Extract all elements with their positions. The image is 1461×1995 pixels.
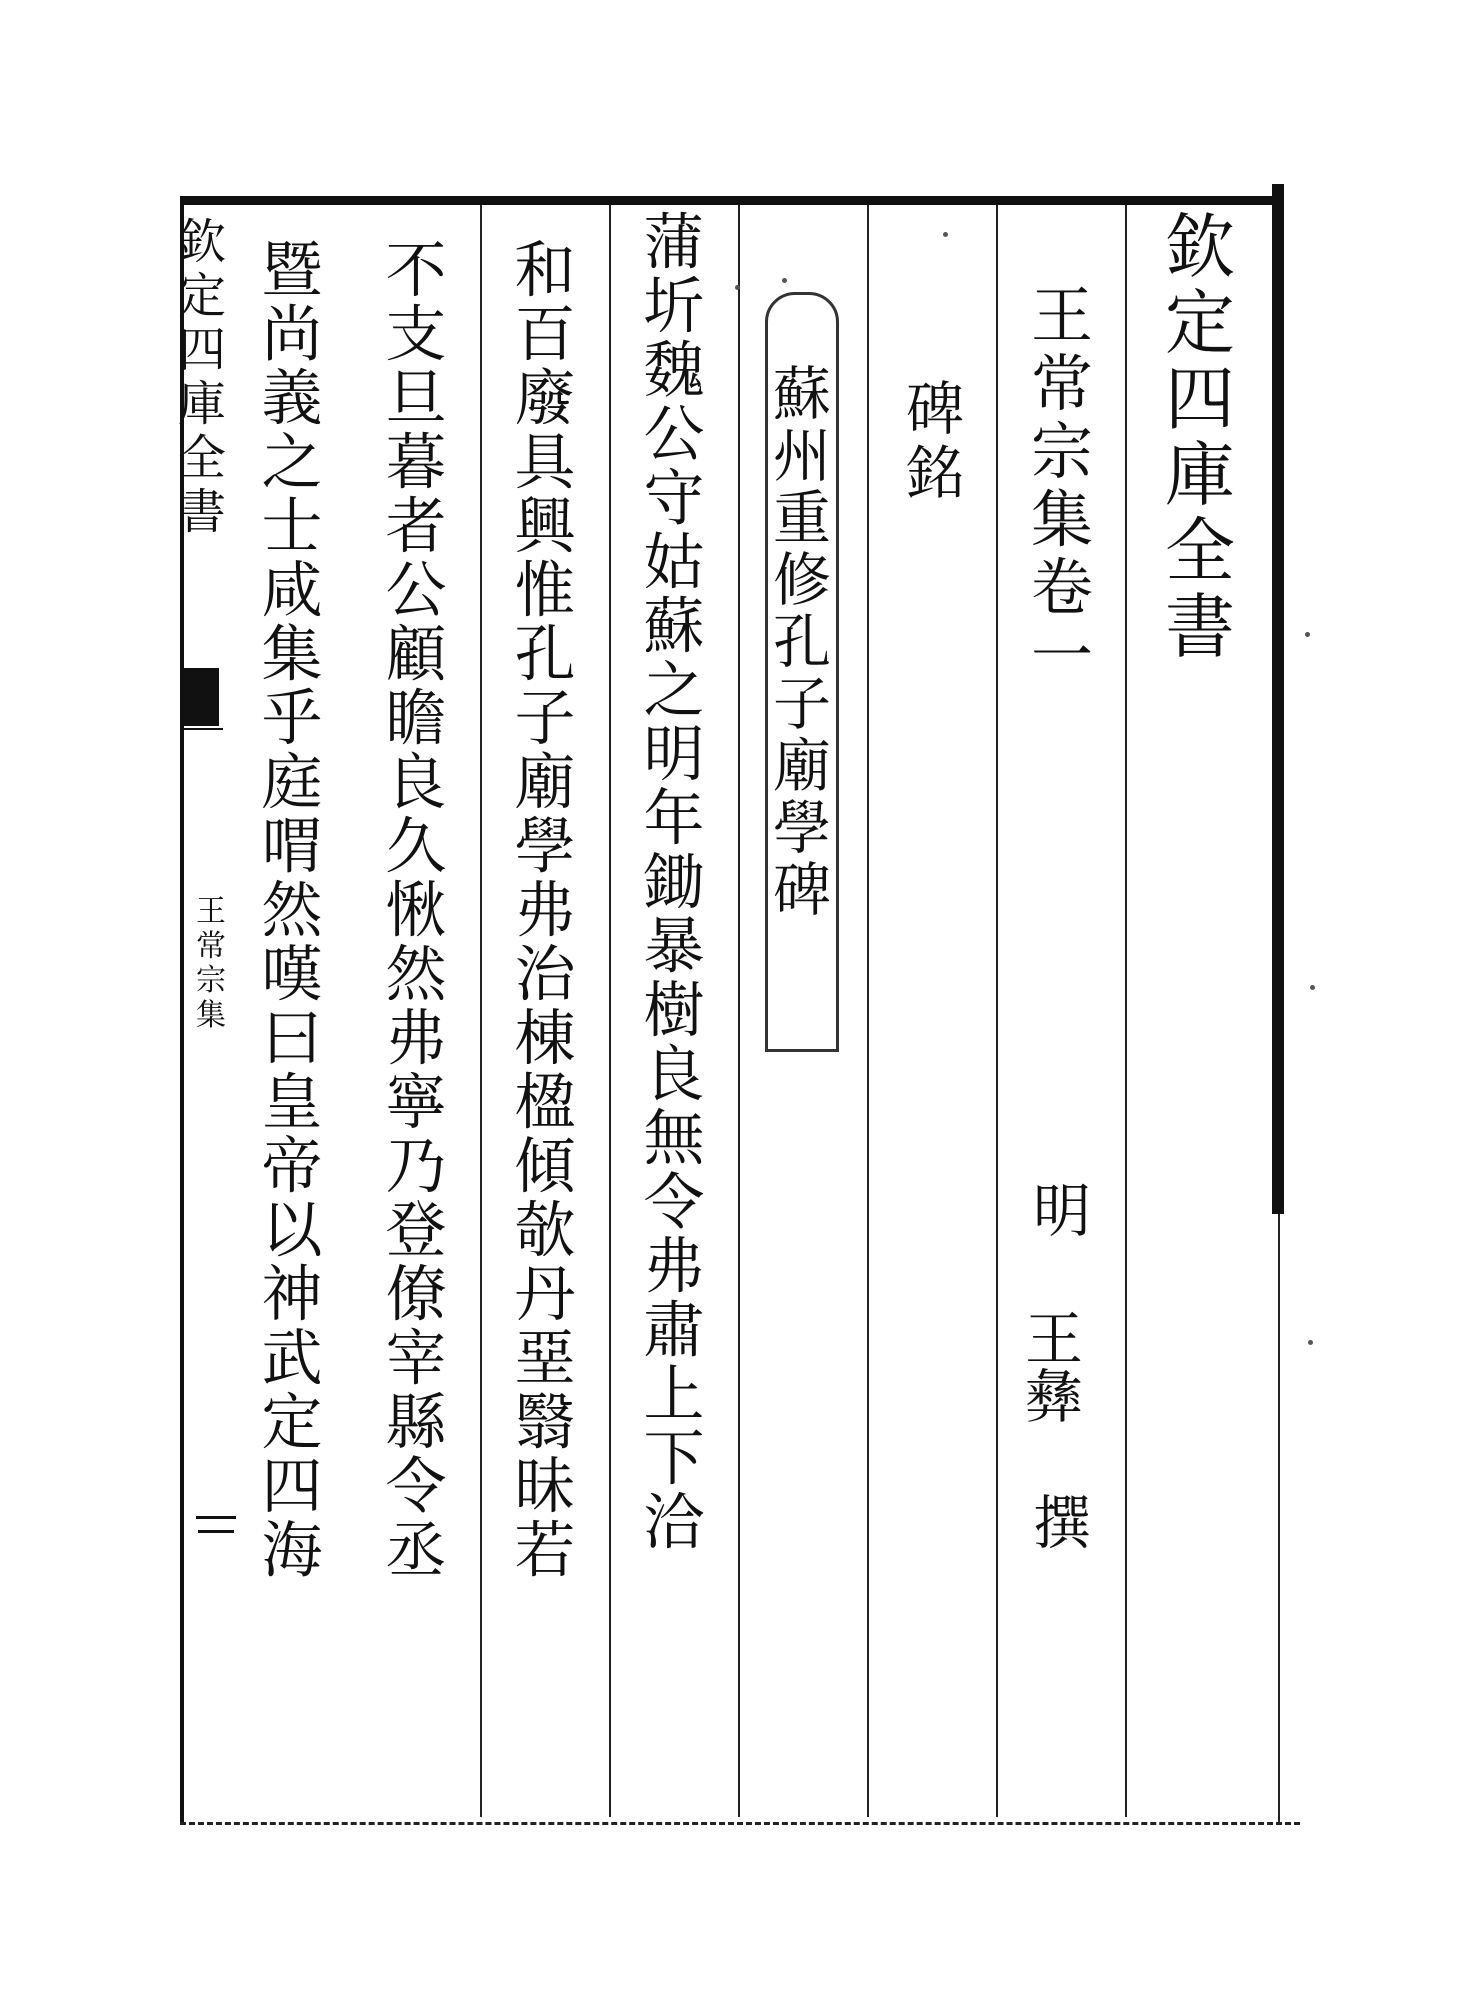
glyph: 以 xyxy=(261,1195,323,1266)
glyph: 鋤 xyxy=(643,847,705,918)
glyph: 學 xyxy=(772,794,831,862)
glyph: 四 xyxy=(1165,358,1235,440)
section-genre xyxy=(900,375,970,508)
glyph: 百 xyxy=(514,299,576,370)
glyph: 王 xyxy=(1030,279,1093,352)
glyph: 之 xyxy=(643,655,705,726)
glyph: 肅 xyxy=(643,1295,705,1366)
spine-title xyxy=(178,214,227,618)
glyph: 學 xyxy=(514,811,576,882)
glyph: 愀 xyxy=(385,875,447,946)
glyph: 集 xyxy=(1030,483,1093,556)
glyph: 治 xyxy=(514,939,576,1010)
glyph: 廢 xyxy=(514,363,576,434)
glyph: 暮 xyxy=(385,427,447,498)
glyph: 若 xyxy=(514,1515,576,1586)
dynasty-label: 明 xyxy=(1032,1177,1091,1245)
glyph: 惟 xyxy=(514,555,576,626)
glyph: 乃 xyxy=(385,1131,447,1202)
glyph: 全 xyxy=(1165,510,1235,592)
frame-bottom-edge xyxy=(180,1822,1300,1825)
glyph: 欽 xyxy=(178,214,227,270)
glyph: 皇 xyxy=(261,1067,323,1138)
glyph: 公 xyxy=(643,399,705,470)
glyph: 楹 xyxy=(514,1067,576,1138)
glyph: 蘇 xyxy=(772,360,831,428)
glyph: 縣 xyxy=(385,1387,447,1458)
glyph: 上 xyxy=(643,1359,705,1430)
glyph: 卷 xyxy=(1030,551,1093,624)
glyph: 碑 xyxy=(772,856,831,924)
glyph: 欹 xyxy=(514,1195,576,1266)
glyph: 欽 xyxy=(1165,206,1235,288)
glyph: 海 xyxy=(261,1515,323,1586)
glyph: 宰 xyxy=(385,1323,447,1394)
column-divider xyxy=(738,205,740,1817)
glyph: 魏 xyxy=(643,335,705,406)
glyph: 常 xyxy=(1030,347,1093,420)
fishtail-mark xyxy=(183,668,219,726)
glyph: 下 xyxy=(643,1423,705,1494)
glyph: 咸 xyxy=(261,555,323,626)
glyph: 守 xyxy=(643,463,705,534)
glyph: 嘆 xyxy=(261,939,323,1010)
glyph: 公 xyxy=(385,555,447,626)
glyph: 姑 xyxy=(643,527,705,598)
glyph: 曰 xyxy=(261,1003,323,1074)
glyph: 明 xyxy=(643,719,705,790)
body-line-4 xyxy=(254,235,330,1586)
glyph: 宗 xyxy=(1030,415,1093,488)
glyph: 四 xyxy=(261,1451,323,1522)
author-line xyxy=(1025,1177,1099,1557)
glyph: 令 xyxy=(385,1451,447,1522)
glyph: 良 xyxy=(385,747,447,818)
glyph: 顧 xyxy=(385,619,447,690)
glyph: 定 xyxy=(178,268,227,324)
article-title xyxy=(766,360,838,924)
glyph: 弗 xyxy=(643,1231,705,1302)
glyph: 銘 xyxy=(905,439,964,507)
scan-speck xyxy=(1308,1340,1313,1345)
glyph: 年 xyxy=(643,783,705,854)
column-divider xyxy=(1125,205,1127,1817)
glyph: 之 xyxy=(261,427,323,498)
glyph: 僚 xyxy=(385,1259,447,1330)
column-divider xyxy=(867,205,869,1817)
glyph: 子 xyxy=(772,670,831,738)
glyph: 書 xyxy=(178,484,227,540)
glyph: 帝 xyxy=(261,1131,323,1202)
glyph: 定 xyxy=(1165,282,1235,364)
glyph: 丞 xyxy=(385,1515,447,1586)
glyph: 圻 xyxy=(643,271,705,342)
glyph: 士 xyxy=(261,491,323,562)
glyph: 子 xyxy=(514,683,576,754)
glyph: 令 xyxy=(643,1167,705,1238)
glyph: 暴 xyxy=(643,911,705,982)
glyph: 王 xyxy=(196,894,226,929)
author-role: 撰 xyxy=(1032,1489,1091,1557)
glyph: 集 xyxy=(261,619,323,690)
glyph: 然 xyxy=(385,939,447,1010)
fishtail-line xyxy=(183,728,223,730)
glyph: 樹 xyxy=(643,975,705,1046)
glyph: 廟 xyxy=(772,732,831,800)
glyph: 常 xyxy=(196,928,226,964)
glyph: 寧 xyxy=(385,1067,447,1138)
glyph: 喟 xyxy=(261,811,323,882)
glyph: 孔 xyxy=(772,608,831,676)
glyph: 丹 xyxy=(514,1259,576,1330)
glyph: 支 xyxy=(385,299,447,370)
scan-speck xyxy=(1310,985,1315,990)
glyph: 庫 xyxy=(178,376,227,432)
glyph: 堊 xyxy=(514,1323,576,1394)
margin-book-title xyxy=(196,895,226,1033)
glyph: 者 xyxy=(385,491,447,562)
glyph: 武 xyxy=(261,1323,323,1394)
glyph: 昧 xyxy=(514,1451,576,1522)
glyph: 蘇 xyxy=(643,591,705,662)
glyph: 旦 xyxy=(385,363,447,434)
glyph: 無 xyxy=(643,1103,705,1174)
frame-right-edge-lower xyxy=(1278,1214,1280,1824)
glyph: 具 xyxy=(514,427,576,498)
glyph: 登 xyxy=(385,1195,447,1266)
glyph: 集 xyxy=(196,997,226,1033)
glyph: 棟 xyxy=(514,1003,576,1074)
glyph: 書 xyxy=(1165,586,1235,668)
glyph: 碑 xyxy=(905,375,964,443)
glyph: 宗 xyxy=(196,963,226,998)
glyph: 乎 xyxy=(261,683,323,754)
glyph: 洽 xyxy=(643,1487,705,1558)
glyph: 然 xyxy=(261,875,323,946)
body-line-3 xyxy=(378,235,454,1586)
glyph: 廟 xyxy=(514,747,576,818)
glyph: 四 xyxy=(178,322,227,378)
glyph: 尚 xyxy=(261,299,323,370)
body-line-2 xyxy=(507,235,583,1586)
glyph: 蒲 xyxy=(643,207,705,278)
glyph: 弗 xyxy=(385,1003,447,1074)
glyph: 孔 xyxy=(514,619,576,690)
glyph: 和 xyxy=(514,235,576,306)
page-frame xyxy=(180,196,1280,1822)
column-divider xyxy=(480,205,482,1817)
glyph: 弗 xyxy=(514,875,576,946)
column-divider xyxy=(609,205,611,1817)
author-name: 王彝 xyxy=(1025,1305,1090,1431)
glyph: 庭 xyxy=(261,747,323,818)
page-number xyxy=(196,1500,236,1540)
glyph: 義 xyxy=(261,363,323,434)
glyph: 全 xyxy=(178,430,227,486)
glyph: 良 xyxy=(643,1039,705,1110)
glyph: 定 xyxy=(261,1387,323,1458)
scan-speck xyxy=(943,232,948,237)
body-line-1 xyxy=(636,207,712,1558)
glyph: 庫 xyxy=(1165,434,1235,516)
scan-speck xyxy=(782,278,787,283)
glyph: 一 xyxy=(1030,619,1093,692)
scan-speck xyxy=(1305,632,1310,637)
glyph: 神 xyxy=(261,1259,323,1330)
glyph: 興 xyxy=(514,491,576,562)
series-title xyxy=(1160,206,1240,668)
volume-title xyxy=(1025,279,1099,693)
glyph: 修 xyxy=(772,546,831,614)
glyph: 久 xyxy=(385,811,447,882)
glyph: 翳 xyxy=(514,1387,576,1458)
scan-speck xyxy=(735,285,740,290)
glyph: 不 xyxy=(385,235,447,306)
frame-right-edge xyxy=(1272,184,1284,1214)
glyph: 瞻 xyxy=(385,683,447,754)
glyph: 州 xyxy=(772,422,831,490)
column-divider xyxy=(996,205,998,1817)
glyph: 暨 xyxy=(261,235,323,306)
glyph: 傾 xyxy=(514,1131,576,1202)
glyph: 重 xyxy=(772,484,831,552)
